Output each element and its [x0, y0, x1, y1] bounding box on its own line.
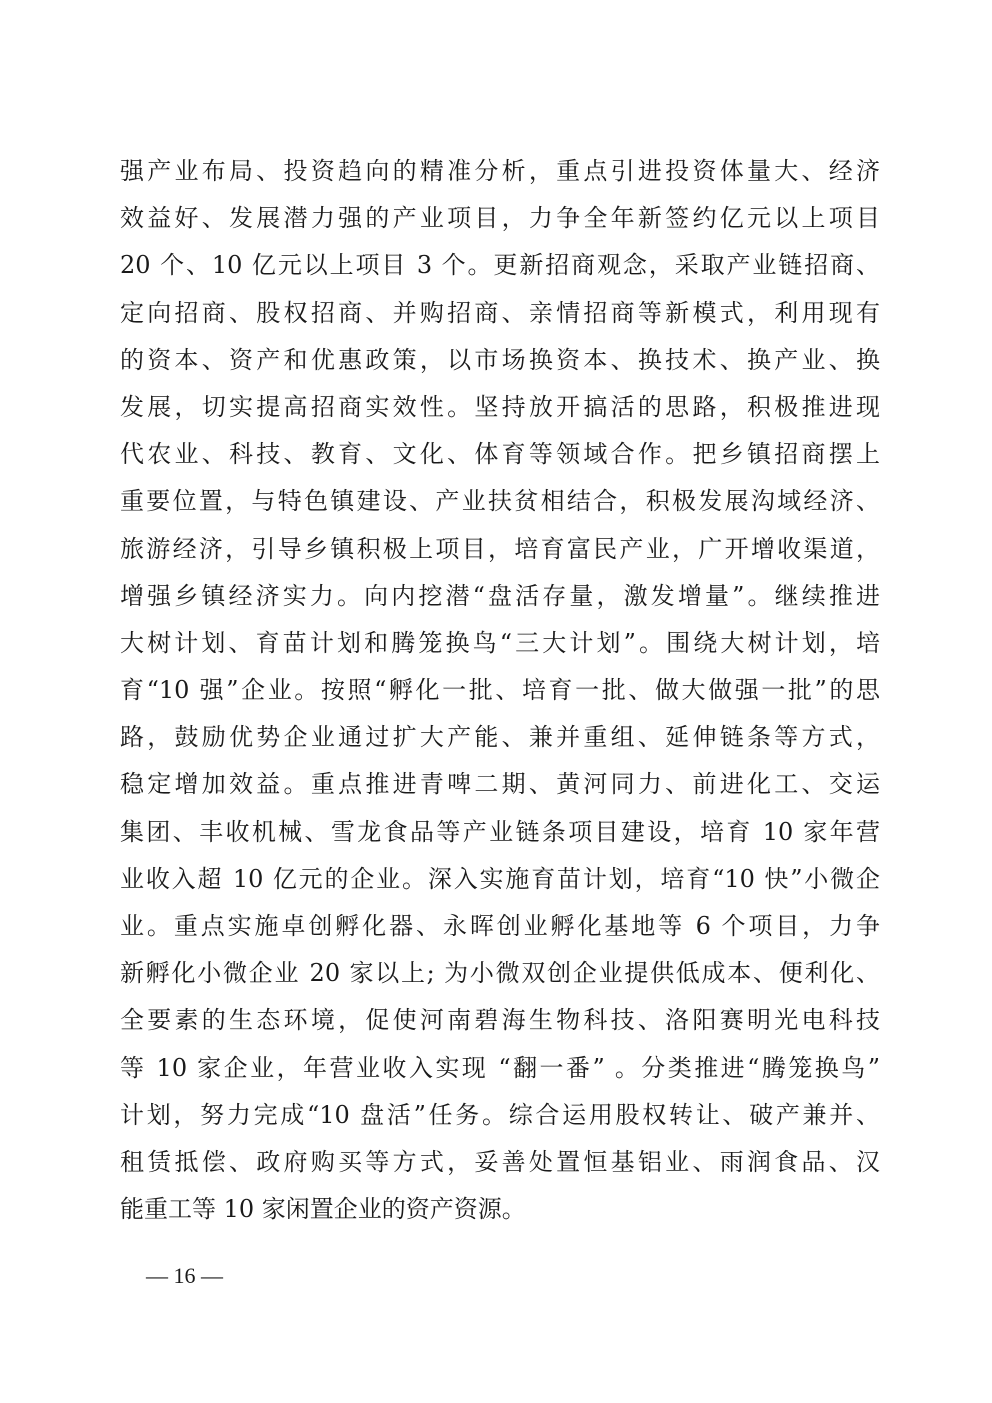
text-line: 代农业、科技、教育、文化、体育等领域合作。把乡镇招商摆上 — [120, 440, 880, 469]
text-line: 定向招商、股权招商、并购招商、亲情招商等新模式，利用现有 — [120, 298, 880, 327]
text-line: 全要素的生态环境，促使河南碧海生物科技、洛阳赛明光电科技 — [120, 1006, 880, 1035]
text-line: 的资本、资产和优惠政策，以市场换资本、换技术、换产业、换 — [120, 345, 880, 374]
text-line: 集团、丰收机械、雪龙食品等产业链条项目建设，培育 10 家年营 — [120, 817, 880, 846]
text-line: 业收入超 10 亿元的企业。深入实施育苗计划，培育“10 快”小微企 — [120, 864, 880, 893]
text-line: 路，鼓励优势企业通过扩大产能、兼并重组、延伸链条等方式， — [120, 723, 880, 752]
text-line: 等 10 家企业，年营业收入实现 “翻一番” 。分类推进“腾笼换鸟” — [120, 1053, 880, 1082]
text-line: 20 个、10 亿元以上项目 3 个。更新招商观念，采取产业链招商、 — [120, 251, 880, 280]
text-line: 增强乡镇经济实力。向内挖潜“盘活存量，激发增量”。继续推进 — [120, 581, 880, 610]
text-line: 稳定增加效益。重点推进青啤二期、黄河同力、前进化工、交运 — [120, 770, 880, 799]
text-line: 效益好、发展潜力强的产业项目，力争全年新签约亿元以上项目 — [120, 204, 880, 233]
text-line: 强产业布局、投资趋向的精准分析，重点引进投资体量大、经济 — [120, 157, 880, 185]
text-line: 新孵化小微企业 20 家以上; 为小微双创企业提供低成本、便利化、 — [120, 959, 880, 988]
text-line: 业。重点实施卓创孵化器、永晖创业孵化基地等 6 个项目，力争 — [120, 912, 880, 940]
text-line: 旅游经济，引导乡镇积极上项目，培育富民产业，广开增收渠道， — [120, 534, 880, 563]
text-line: 大树计划、育苗计划和腾笼换鸟“三大计划”。围绕大树计划，培 — [120, 628, 880, 657]
text-line: 租赁抵偿、政府购买等方式，妥善处置恒基铝业、雨润食品、汉 — [120, 1147, 880, 1176]
text-line: 能重工等 10 家闲置企业的资产资源。 — [120, 1195, 526, 1224]
text-line: 重要位置，与特色镇建设、产业扶贫相结合，积极发展沟域经济、 — [120, 487, 880, 516]
text-line: 发展，切实提高招商实效性。坚持放开搞活的思路，积极推进现 — [120, 392, 880, 421]
text-line: 育“10 强”企业。按照“孵化一批、培育一批、做大做强一批”的思 — [120, 676, 880, 705]
page-number: — 16 — — [146, 1263, 223, 1288]
body-paragraph — [120, 148, 880, 1233]
text-line: 计划，努力完成“10 盘活”任务。综合运用股权转让、破产兼并、 — [120, 1100, 880, 1129]
